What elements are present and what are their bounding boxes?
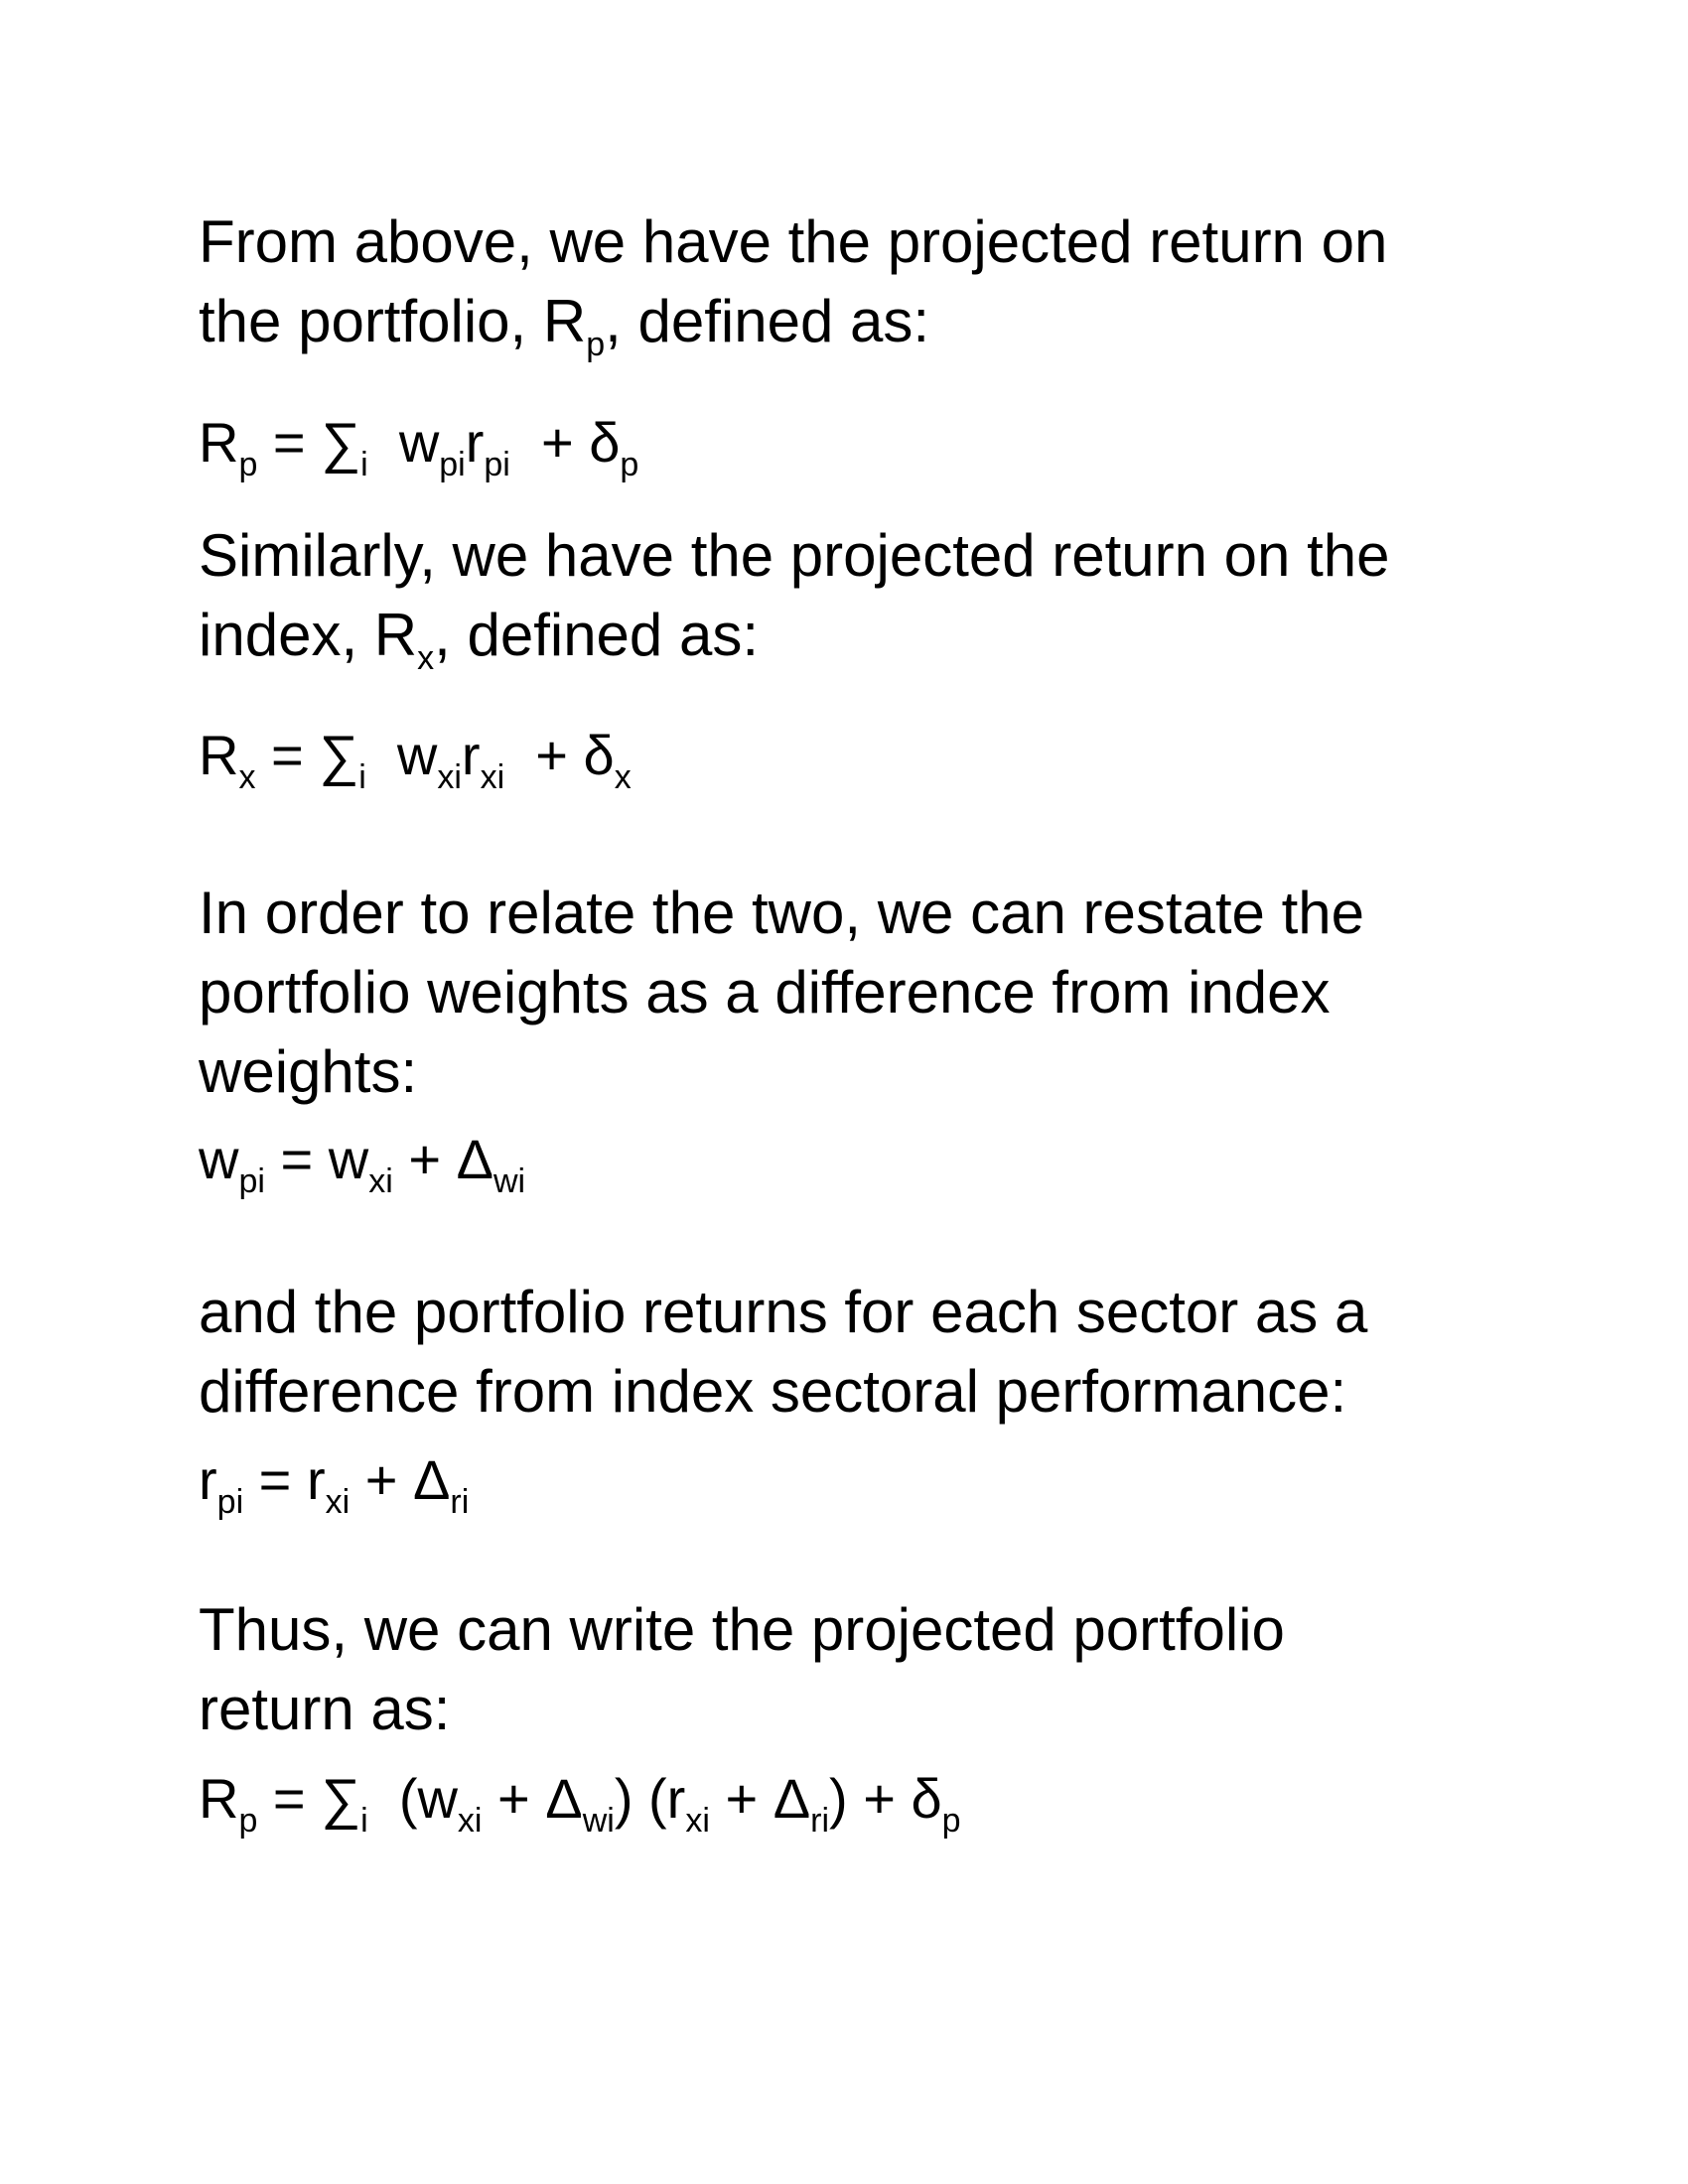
eq-symbol: δ: [589, 411, 621, 474]
eq-symbol: r: [199, 1448, 217, 1511]
summation-symbol: ∑: [321, 1767, 361, 1830]
eq-symbol: w: [328, 1128, 369, 1190]
eq-symbol: w: [396, 724, 438, 786]
text-line: From above, we have the projected return on: [199, 208, 1388, 275]
subscript: pi: [484, 446, 510, 483]
eq-symbol: δ: [583, 724, 615, 786]
eq-operator: =: [257, 411, 322, 474]
text-run: the portfolio, R: [199, 288, 587, 354]
summation-symbol: ∑: [321, 411, 361, 474]
subscript: p: [238, 1802, 258, 1840]
text-line: [199, 596, 1489, 675]
subscript: xi: [685, 1802, 710, 1840]
text-line: In order to relate the two, we can restate the: [199, 880, 1364, 946]
subscript: xi: [325, 1483, 351, 1521]
text-line: [199, 282, 1489, 361]
paragraph-restate-returns: [199, 1273, 1489, 1432]
equation-weight-difference: [199, 1124, 1489, 1200]
eq-operator: =: [243, 1448, 307, 1511]
eq-symbol: Δ: [773, 1767, 811, 1830]
summation-symbol: ∑: [319, 724, 359, 786]
subscript: p: [941, 1802, 961, 1840]
eq-symbol: w: [199, 1128, 239, 1190]
eq-symbol: w: [398, 411, 440, 474]
eq-operator: =: [255, 724, 320, 786]
eq-operator: =: [264, 1128, 329, 1190]
eq-symbol: r: [465, 411, 485, 474]
eq-operator: +: [519, 724, 584, 786]
eq-symbol: ): [614, 1767, 633, 1830]
subscript: x: [614, 758, 632, 796]
subscript: p: [238, 446, 258, 483]
equation-return-difference: [199, 1444, 1489, 1521]
text-line: return as:: [199, 1676, 451, 1742]
eq-symbol: ): [829, 1767, 848, 1830]
text-run: index, R: [199, 602, 418, 668]
text-line: and the portfolio returns for each sector as a: [199, 1279, 1368, 1345]
text-run: , defined as:: [434, 602, 760, 668]
subscript: p: [586, 326, 606, 363]
paragraph-portfolio-return-intro: [199, 203, 1489, 361]
subscript: ri: [810, 1802, 830, 1840]
eq-operator: +: [847, 1767, 912, 1830]
text-line: portfolio weights as a difference from index: [199, 959, 1331, 1025]
subscript: xi: [437, 758, 462, 796]
eq-symbol: r: [461, 724, 481, 786]
subscript: pi: [216, 1483, 244, 1521]
eq-symbol: R: [199, 411, 239, 474]
subscript: wi: [493, 1162, 526, 1200]
paragraph-portfolio-return-rewrite: [199, 1590, 1489, 1749]
eq-symbol: (w: [398, 1767, 458, 1830]
subscript: i: [360, 446, 368, 483]
eq-operator: =: [257, 1767, 322, 1830]
text-line: difference from index sectoral performance:: [199, 1358, 1347, 1425]
subscript: xi: [457, 1802, 483, 1840]
text-run: , defined as:: [605, 288, 930, 354]
eq-operator: +: [709, 1767, 774, 1830]
eq-symbol: Δ: [413, 1448, 451, 1511]
eq-symbol: R: [199, 724, 239, 786]
text-line: Thus, we can write the projected portfolio: [199, 1596, 1285, 1663]
eq-symbol: Δ: [456, 1128, 493, 1190]
subscript: i: [358, 758, 366, 796]
subscript: i: [360, 1802, 368, 1840]
paragraph-restate-weights: [199, 874, 1489, 1112]
paragraph-index-return-intro: [199, 516, 1489, 675]
subscript: p: [620, 446, 639, 483]
subscript: wi: [582, 1802, 615, 1840]
equation-portfolio-return: [199, 407, 1489, 483]
text-line: weights:: [199, 1038, 418, 1105]
subscript: pi: [238, 1162, 265, 1200]
eq-symbol: R: [199, 1767, 239, 1830]
subscript: ri: [450, 1483, 470, 1521]
equation-portfolio-return-expanded: [199, 1763, 1489, 1840]
eq-symbol: r: [306, 1448, 326, 1511]
eq-symbol: (r: [633, 1767, 686, 1830]
eq-symbol: δ: [911, 1767, 942, 1830]
subscript: xi: [368, 1162, 393, 1200]
subscript: xi: [480, 758, 505, 796]
subscript: x: [238, 758, 256, 796]
eq-operator: +: [482, 1767, 546, 1830]
subscript: x: [417, 639, 435, 677]
subscript: pi: [439, 446, 466, 483]
eq-operator: +: [350, 1448, 413, 1511]
text-line: Similarly, we have the projected return on the: [199, 522, 1390, 589]
equation-index-return: [199, 720, 1489, 796]
eq-symbol: Δ: [545, 1767, 583, 1830]
eq-operator: +: [525, 411, 590, 474]
eq-operator: +: [392, 1128, 457, 1190]
